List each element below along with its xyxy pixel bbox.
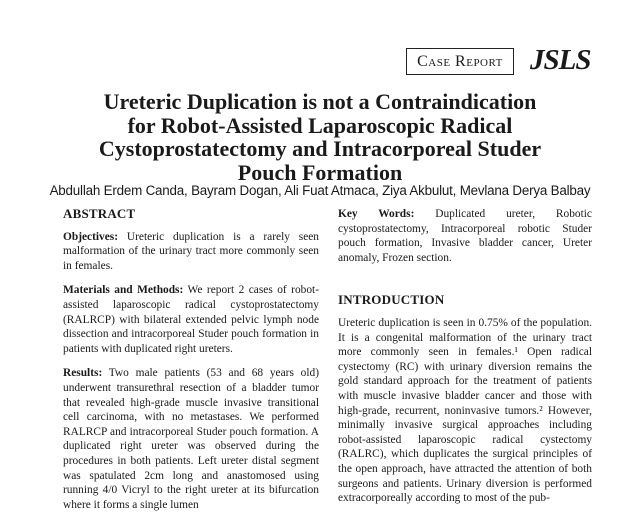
title-line: Cystoprostatectomy and Intracorporeal Studer [98,136,542,161]
keywords-paragraph [338,207,592,265]
case-report-text: Case Report [417,52,503,70]
title-line: for Robot-Assisted Laparoscopic Radical [127,112,513,138]
objectives-text: Ureteric duplication is a rarely seen malformation of the urinary tract more commonly seen in females. [63,230,319,272]
title-line: Pouch Formation [237,159,403,185]
case-report-label [406,48,514,75]
methods-paragraph [63,283,319,356]
results-paragraph [63,366,319,512]
methods-text: We report 2 cases of robot-assisted laparoscopic radical cystoprostatectomy (RALRCP) with bilateral extended pelvic lymph node dissection and intracorporeal Studer pouch formation in patients with duplicated right ureters. [63,284,320,355]
methods-label: Materials and Methods: [63,284,184,297]
journal-logo: JSLS [530,44,591,76]
keywords-text: Duplicated ureter, Robotic cystoprostatectomy, Intracorporeal robotic Studer pouch formation, Invasive bladder cancer, Ureter anomaly, Frozen section. [338,208,592,264]
abstract-column [63,207,319,522]
article-title [40,90,600,184]
keywords-label: Key Words: [338,208,415,220]
objectives-label: Objectives: [63,230,119,243]
right-column [338,207,592,516]
introduction-paragraph: Ureteric duplication is seen in 0.75% of the population. It is a congenital malformation of the urinary tract more commonly seen in females.¹ Open radical cystectomy (RC) with urinary diversion remains the gold standard approach for the treatment of patients with muscle invasive bladder cancer and those with high-grade, recurrent, noninvasive tumors.² However, minimally invasive surgical approaches including robot-assisted laparoscopic radical cystectomy (RALRC), which duplicates the surgical principles of the open approach, have attracted the attention of both surgeons and patients. Urinary diversion is performed extracorporeally according to most of the pub- [338,316,592,505]
abstract-heading: ABSTRACT [63,206,136,221]
results-label: Results: [63,367,103,380]
objectives-paragraph [63,230,319,274]
introduction-heading: INTRODUCTION [338,292,445,308]
title-line: Ureteric Duplication is not a Contraindication [103,89,537,114]
author-list: Abdullah Erdem Canda, Bayram Dogan, Ali Fuat Atmaca, Ziya Akbulut, Mevlana Derya Balbay [49,183,591,198]
results-text: Two male patients (53 and 68 years old) underwent transurethral resection of a bladder tumor that revealed high-grade muscle invasive transitional cell carcinoma, with no metastases. We performed RALRCP and intracorporeal Studer pouch formation. A duplicated right ureter was observed during the procedures in both patients. Left ureter distal segment was spatulated 2cm long and anastomosed using running 4/0 Vicryl to the right ureter at its bifurcation where it forms a single lumen [63,367,319,511]
